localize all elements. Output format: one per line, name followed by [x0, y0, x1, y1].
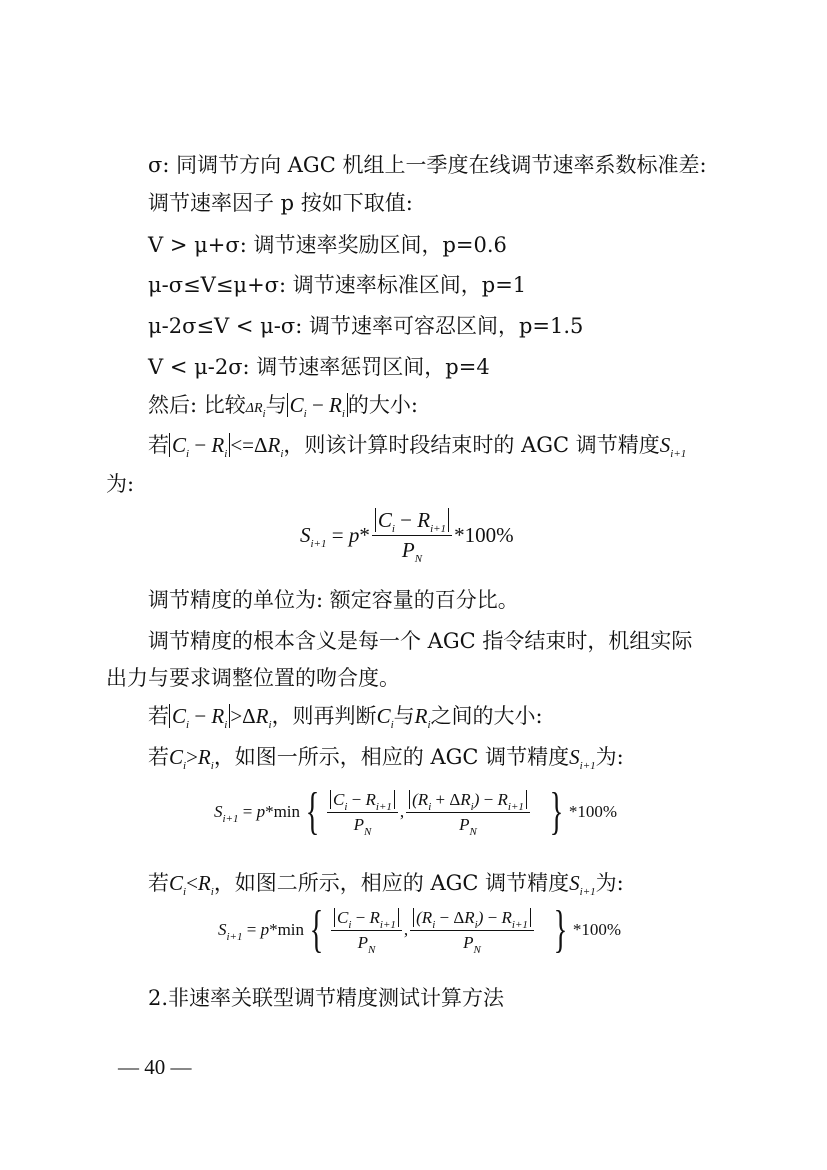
rate-factor-intro: 调节速率因子 p 按如下取值:: [148, 191, 413, 215]
condition-line-1-cont: 为:: [106, 472, 135, 496]
accuracy-meaning-2: 出力与要求调整位置的吻合度。: [106, 666, 400, 690]
rate-penalty-interval: V < μ-2σ: 调节速率惩罚区间，p=4: [148, 355, 490, 379]
section-heading: 2.非速率关联型调节精度测试计算方法: [148, 986, 505, 1010]
rate-standard-interval: μ-σ≤V≤μ+σ: 调节速率标准区间，p=1: [148, 273, 527, 297]
rate-tolerable-interval: μ-2σ≤V < μ-σ: 调节速率可容忍区间，p=1.5: [148, 314, 584, 338]
rate-reward-interval: V > μ+σ: 调节速率奖励区间，p=0.6: [148, 233, 507, 257]
accuracy-formula-2: $S_{i+1} = p*\min$ { $\frac{C_i - R_{i+1}}{P_N}$ , $\frac{(R_i + \Delta R_i) - R_{i+1}}{P_N}$ } *100%: [214, 783, 618, 840]
page-number: — 40 —: [118, 1055, 192, 1079]
condition-line-2: 若 $C_i - R_i >\Delta R_i$，则再判断$C_i$与$R_i$之间的大小:: [148, 704, 543, 731]
accuracy-unit: 调节精度的单位为: 额定容量的百分比。: [148, 588, 519, 612]
condition-line-1: 若 $C_i - R_i <=\Delta R_i$，则该计算时段结束时的 AGC 调节精度$S_{i+1}$: [148, 433, 687, 460]
sigma-definition: σ: 同调节方向 AGC 机组上一季度在线调节速率系数标准差:: [148, 153, 707, 177]
accuracy-formula-1: $S_{i+1} = p*$ $\frac{C_i - R_{i+1}}{P_N}$ *100%: [300, 508, 514, 565]
compare-line: 然后: 比较$\Delta R_i$与 $C_i - R_i$ 的大小:: [148, 393, 418, 420]
accuracy-formula-3: $S_{i+1} = p*\min$ { $\frac{C_i - R_{i+1}}{P_N}$ , $\frac{(R_i - \Delta R_i) - R_{i+1}}{P_N}$ } *100%: [218, 901, 622, 958]
accuracy-meaning-1: 调节精度的根本含义是每一个 AGC 指令结束时，机组实际: [148, 629, 693, 653]
case-c-less: 若$C_i<R_i$，如图二所示，相应的 AGC 调节精度$S_{i+1}$为:: [148, 871, 624, 898]
case-c-greater: 若$C_i>R_i$，如图一所示，相应的 AGC 调节精度$S_{i+1}$为:: [148, 745, 624, 772]
